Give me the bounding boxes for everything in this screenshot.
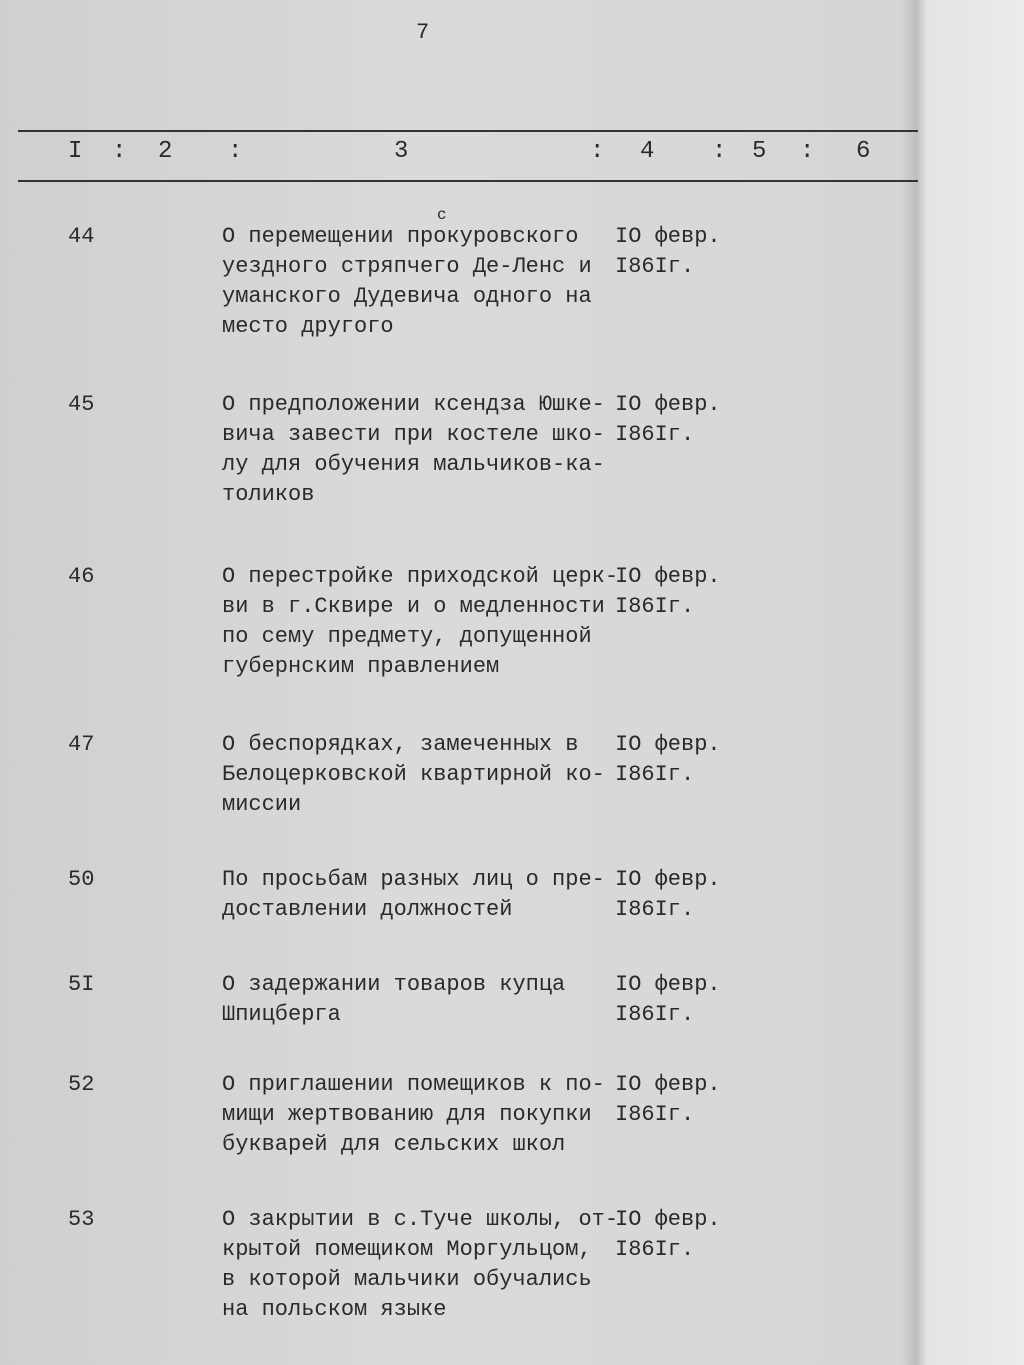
description-line: О задержании товаров купца xyxy=(222,972,566,997)
entry-description xyxy=(222,970,565,1030)
table-header-bottom-rule xyxy=(18,180,918,182)
description-line: О закрытии в с.Туче школы, от- xyxy=(222,1207,619,1232)
date-line: IO февр. xyxy=(615,867,721,892)
entry-number: 50 xyxy=(68,867,95,892)
entry-date xyxy=(615,1205,721,1265)
entry-description xyxy=(222,865,605,925)
description-line: губернским правлением xyxy=(222,654,500,679)
description-line: О приглашении помещиков к по- xyxy=(222,1072,605,1097)
col-separator: : xyxy=(712,138,727,165)
handwritten-correction: с xyxy=(437,206,447,224)
entry-number: 44 xyxy=(68,224,95,249)
date-line: IO февр. xyxy=(615,1072,721,1097)
entry-description xyxy=(222,730,605,820)
description-line: Шпицберга xyxy=(222,1002,341,1027)
col-1-header: I xyxy=(68,138,83,165)
col-4-header: 4 xyxy=(640,138,655,165)
col-separator: : xyxy=(590,138,605,165)
description-line: мищи жертвованию для покупки xyxy=(222,1102,592,1127)
description-line: О перемещении прокуровского xyxy=(222,224,579,249)
date-line: I86Iг. xyxy=(615,1002,695,1027)
entry-description xyxy=(222,1070,605,1160)
entry-number: 45 xyxy=(68,392,95,417)
entry-date xyxy=(615,1070,721,1130)
entry-description xyxy=(222,1205,618,1325)
entry-date xyxy=(615,730,721,790)
date-line: I86Iг. xyxy=(615,1102,695,1127)
col-6-header: 6 xyxy=(856,138,871,165)
description-line: крытой помещиком Моргульцом, xyxy=(222,1237,592,1262)
col-5-header: 5 xyxy=(752,138,767,165)
entry-number: 47 xyxy=(68,732,95,757)
description-line: лу для обучения мальчиков-ка- xyxy=(222,452,605,477)
entry-description xyxy=(222,222,592,342)
description-line: ви в г.Сквире и о медленности xyxy=(222,594,605,619)
description-line: уездного стряпчего Де-Ленс и xyxy=(222,254,592,279)
description-line: О предположении ксендза Юшке- xyxy=(222,392,605,417)
entry-number: 5I xyxy=(68,972,95,997)
date-line: IO февр. xyxy=(615,732,721,757)
date-line: IO февр. xyxy=(615,1207,721,1232)
description-line: Белоцерковской квартирной ко- xyxy=(222,762,605,787)
col-2-header: 2 xyxy=(158,138,173,165)
description-line: в которой мальчики обучались xyxy=(222,1267,592,1292)
date-line: I86Iг. xyxy=(615,762,695,787)
entry-date xyxy=(615,390,721,450)
date-line: IO февр. xyxy=(615,224,721,249)
description-line: миссии xyxy=(222,792,302,817)
description-line: по сему предмету, допущенной xyxy=(222,624,592,649)
description-line: О перестройке приходской церк- xyxy=(222,564,619,589)
description-line: вича завести при костеле шко- xyxy=(222,422,605,447)
entry-number: 53 xyxy=(68,1207,95,1232)
entry-number: 52 xyxy=(68,1072,95,1097)
entry-description xyxy=(222,390,605,510)
entry-date xyxy=(615,970,721,1030)
entry-date xyxy=(615,222,721,282)
page-number: 7 xyxy=(416,20,430,45)
col-separator: : xyxy=(228,138,243,165)
entry-number: 46 xyxy=(68,564,95,589)
description-line: место другого xyxy=(222,314,394,339)
entry-date xyxy=(615,562,721,622)
date-line: I86Iг. xyxy=(615,254,695,279)
date-line: I86Iг. xyxy=(615,594,695,619)
description-line: букварей для сельских школ xyxy=(222,1132,566,1157)
entry-date xyxy=(615,865,721,925)
date-line: I86Iг. xyxy=(615,897,695,922)
description-line: По просьбам разных лиц о пре- xyxy=(222,867,605,892)
col-separator: : xyxy=(112,138,127,165)
date-line: IO февр. xyxy=(615,972,721,997)
description-line: доставлении должностей xyxy=(222,897,513,922)
table-header-top-rule xyxy=(18,130,918,132)
description-line: толиков xyxy=(222,482,315,507)
col-separator: : xyxy=(800,138,815,165)
description-line: уманского Дудевича одного на xyxy=(222,284,592,309)
col-3-header: 3 xyxy=(394,138,409,165)
date-line: I86Iг. xyxy=(615,1237,695,1262)
date-line: I86Iг. xyxy=(615,422,695,447)
entry-description xyxy=(222,562,618,682)
description-line: О беспорядках, замеченных в xyxy=(222,732,579,757)
description-line: на польском языке xyxy=(222,1297,447,1322)
date-line: IO февр. xyxy=(615,564,721,589)
date-line: IO февр. xyxy=(615,392,721,417)
